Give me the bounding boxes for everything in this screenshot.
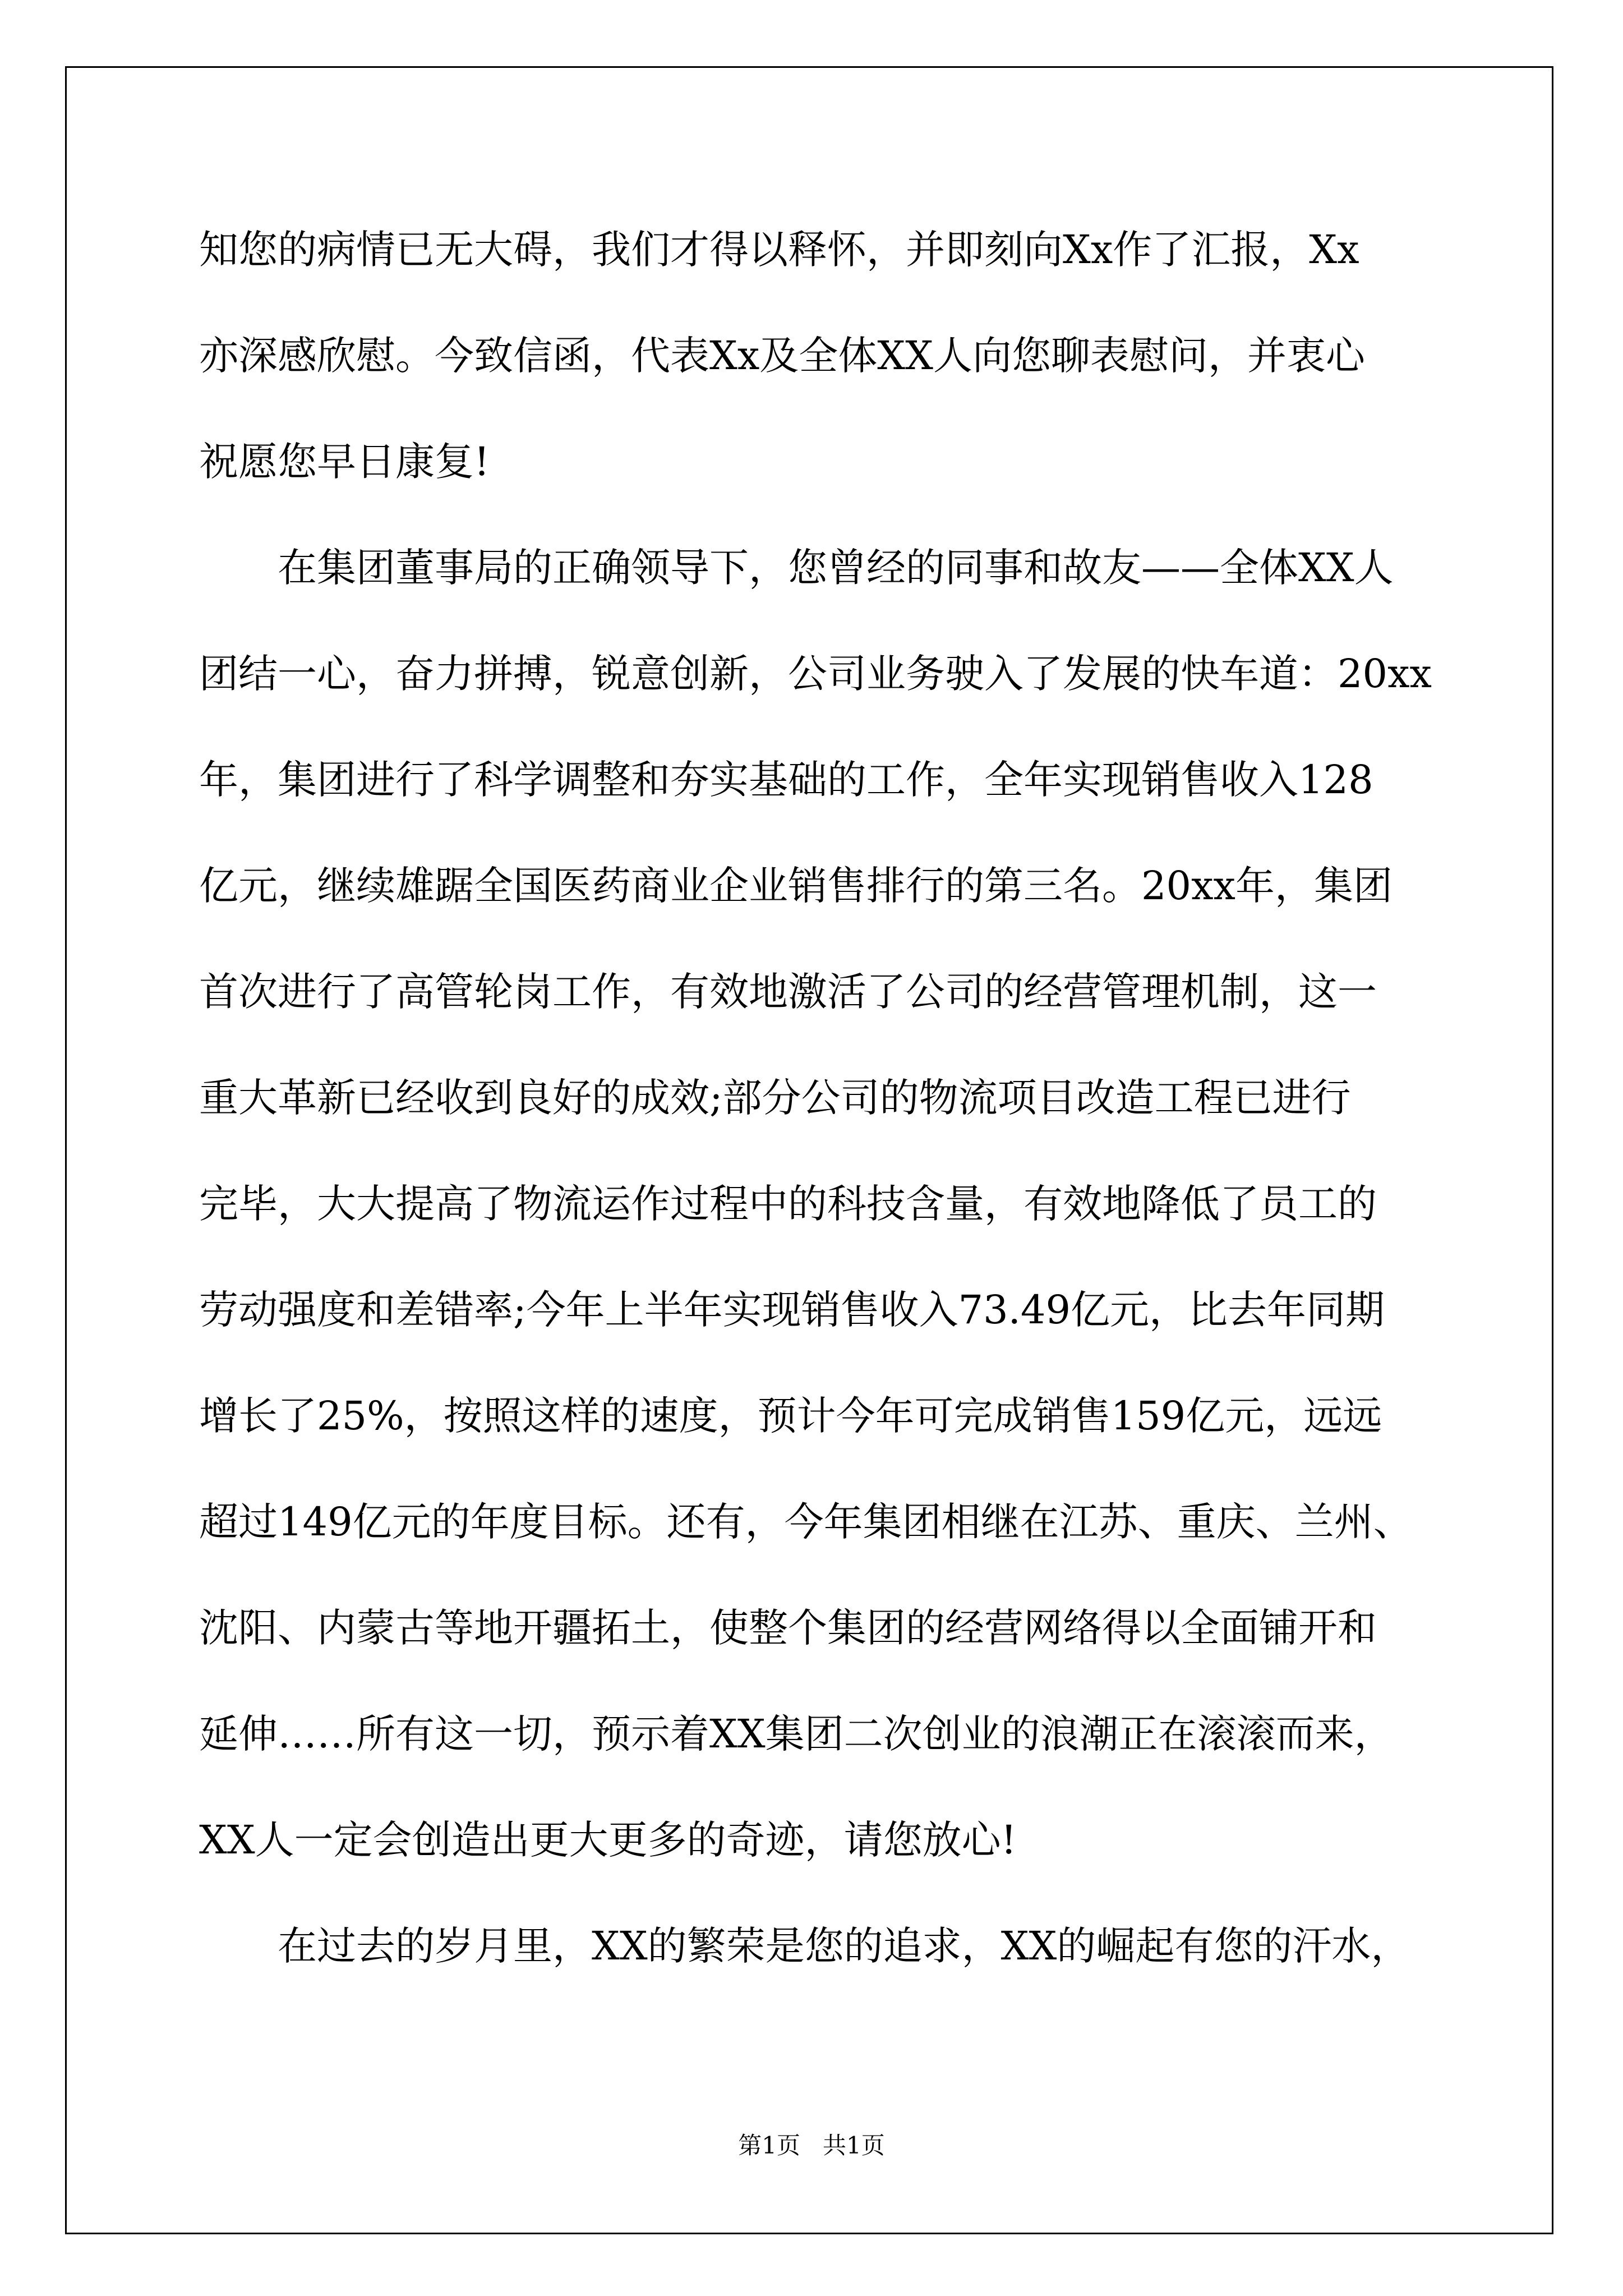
- text-line: 年，集团进行了科学调整和夯实基础的工作，全年实现销售收入128: [199, 757, 1373, 803]
- text-line: 亿元，继续雄踞全国医药商业企业销售排行的第三名。20xx年，集团: [199, 863, 1393, 909]
- page-footer: [0, 2129, 1623, 2162]
- page-number: 第1页: [738, 2132, 800, 2159]
- text-line: 知您的病情已无大碍，我们才得以释怀，并即刻向Xx作了汇报，Xx: [199, 227, 1359, 273]
- text-line: 在过去的岁月里，XX的繁荣是您的追求，XX的崛起有您的汗水，: [278, 1923, 1410, 1969]
- text-line: 团结一心，奋力拼搏，锐意创新，公司业务驶入了发展的快车道：20xx: [199, 651, 1432, 697]
- page-total: 共1页: [823, 2132, 885, 2159]
- text-line: 完毕，大大提高了物流运作过程中的科技含量，有效地降低了员工的: [199, 1181, 1377, 1227]
- text-line: 增长了25%，按照这样的速度，预计今年可完成销售159亿元，远远: [199, 1393, 1382, 1439]
- text-line: 祝愿您早日康复!: [199, 439, 490, 485]
- text-line: 重大革新已经收到良好的成效;部分公司的物流项目改造工程已进行: [199, 1075, 1351, 1121]
- text-line: 超过149亿元的年度目标。还有，今年集团相继在江苏、重庆、兰州、: [199, 1499, 1413, 1545]
- text-line: 在集团董事局的正确领导下，您曾经的同事和故友——全体XX人: [278, 545, 1394, 591]
- text-line: 劳动强度和差错率;今年上半年实现销售收入73.49亿元，比去年同期: [199, 1287, 1385, 1333]
- text-line: 首次进行了高管轮岗工作，有效地激活了公司的经营管理机制，这一: [199, 969, 1377, 1015]
- text-line: XX人一定会创造出更大更多的奇迹，请您放心!: [199, 1817, 1017, 1863]
- text-line: 亦深感欣慰。今致信函，代表Xx及全体XX人向您聊表慰问，并衷心: [199, 333, 1365, 379]
- text-line: 延伸……所有这一切，预示着XX集团二次创业的浪潮正在滚滚而来，: [199, 1711, 1394, 1757]
- text-line: 沈阳、内蒙古等地开疆拓土，使整个集团的经营网络得以全面铺开和: [199, 1605, 1377, 1651]
- page-border: [65, 66, 1553, 2234]
